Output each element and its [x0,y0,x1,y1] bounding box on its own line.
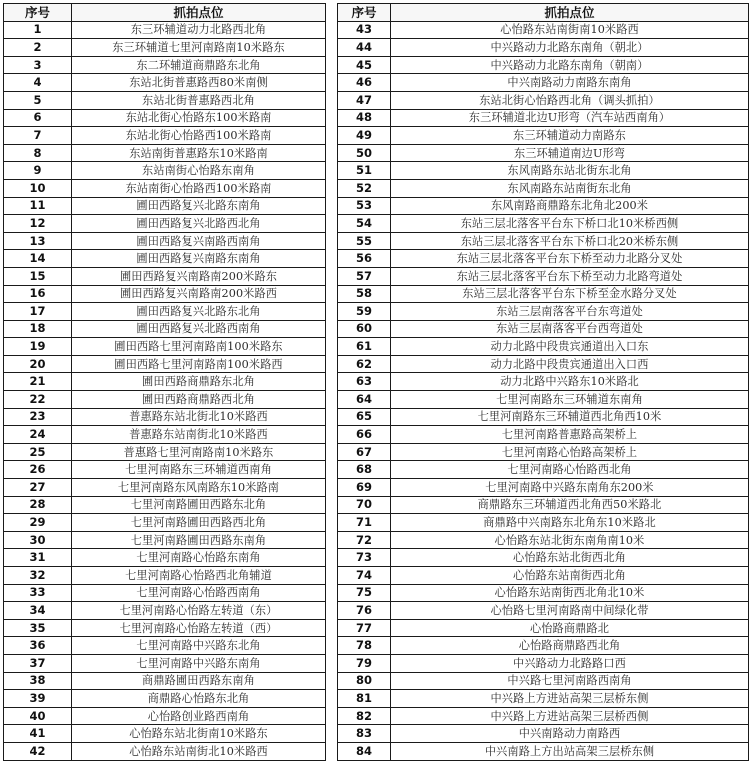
table-row [338,232,749,250]
capture-point-cell: 圃田西路复兴南路东南角 [72,250,326,268]
serial-number-cell: 49 [338,127,391,145]
capture-point-cell: 中兴路上方进站高架三层桥东侧 [391,690,749,708]
table-row [4,567,326,585]
capture-point-cell: 东站三层北落客平台东下桥至动力北路分叉处 [391,250,749,268]
capture-point-cell: 七里河南路圃田西路西北角 [72,514,326,532]
table-row [338,338,749,356]
table-row [338,91,749,109]
capture-point-cell: 圃田西路复兴南路西南角 [72,232,326,250]
capture-point-cell: 中兴路动力北路路口西 [391,654,749,672]
table-row [338,303,749,321]
serial-number-cell: 33 [4,584,72,602]
table-row [4,531,326,549]
capture-point-cell: 东风南路商鼎路东北角北200米 [391,197,749,215]
serial-number-cell: 69 [338,479,391,497]
capture-point-cell: 东站三层北落客平台东下桥口北20米桥东侧 [391,232,749,250]
location-table-right [337,3,749,761]
capture-point-cell: 七里河南路中兴路东南角 [72,654,326,672]
serial-number-cell: 50 [338,144,391,162]
serial-number-cell: 19 [4,338,72,356]
serial-number-cell: 84 [338,742,391,760]
capture-point-cell: 圃田西路复兴南路南200米路西 [72,285,326,303]
table-row [4,373,326,391]
serial-number-cell: 70 [338,496,391,514]
table-row [4,514,326,532]
table-row [4,56,326,74]
table-row [4,303,326,321]
capture-point-cell: 东站南街心怡路东南角 [72,162,326,180]
serial-number-cell: 6 [4,109,72,127]
serial-number-cell: 5 [4,91,72,109]
capture-point-cell: 中兴路动力北路东南角（朝南） [391,56,749,74]
capture-point-cell: 动力北路中段贵宾通道出入口西 [391,355,749,373]
capture-point-cell: 普惠路七里河南路南10米路东 [72,443,326,461]
serial-number-cell: 63 [338,373,391,391]
table-row [4,637,326,655]
capture-point-cell: 东三环辅道动力南路东 [391,127,749,145]
serial-number-cell: 52 [338,179,391,197]
table-row [4,39,326,57]
table-row [338,127,749,145]
capture-point-cell: 圃田西路商鼎路西北角 [72,391,326,409]
table-row [338,742,749,760]
capture-point-cell: 心怡路东站北街东南角南10米 [391,531,749,549]
table-row [338,250,749,268]
table-row [4,215,326,233]
table-row [338,320,749,338]
table-row [338,637,749,655]
table-row [4,162,326,180]
table-row [338,285,749,303]
header-row [4,4,326,22]
serial-number-cell: 36 [4,637,72,655]
table-row [4,742,326,760]
table-row [4,654,326,672]
serial-number-cell: 79 [338,654,391,672]
serial-number-cell: 38 [4,672,72,690]
table-row [338,707,749,725]
capture-point-cell: 动力北路中兴路东10米路北 [391,373,749,391]
table-row [4,602,326,620]
capture-point-cell: 七里河南路中兴路东南角东200米 [391,479,749,497]
capture-point-cell: 七里河南路东风南路东10米路南 [72,479,326,497]
table-row [338,584,749,602]
table-row [338,461,749,479]
table-row [4,144,326,162]
serial-number-cell: 80 [338,672,391,690]
table-row [4,338,326,356]
serial-number-cell: 66 [338,426,391,444]
capture-point-cell: 东站三层南落客平台东弯道处 [391,303,749,321]
serial-number-cell: 61 [338,338,391,356]
serial-number-cell: 62 [338,355,391,373]
table-body-right [338,21,749,760]
capture-point-cell: 心怡路东站南街西北角北10米 [391,584,749,602]
serial-number-cell: 82 [338,707,391,725]
table-row [338,496,749,514]
capture-point-cell: 七里河南路东三环辅道西北角西10米 [391,408,749,426]
capture-point-cell: 圃田西路七里河南路南100米路东 [72,338,326,356]
capture-point-cell: 七里河南路圃田西路东北角 [72,496,326,514]
serial-number-cell: 13 [4,232,72,250]
serial-number-cell: 59 [338,303,391,321]
capture-point-cell: 七里河南路心怡路西北角 [391,461,749,479]
serial-number-cell: 43 [338,21,391,39]
serial-number-cell: 65 [338,408,391,426]
table-row [4,320,326,338]
capture-point-cell: 七里河南路心怡路左转道（东） [72,602,326,620]
table-row [4,549,326,567]
serial-number-cell: 67 [338,443,391,461]
header-row [338,4,749,22]
table-row [338,109,749,127]
table-row [4,127,326,145]
table-row [338,514,749,532]
serial-number-cell: 48 [338,109,391,127]
capture-point-cell: 圃田西路复兴北路西南角 [72,320,326,338]
table-row [338,690,749,708]
serial-number-cell: 60 [338,320,391,338]
capture-point-cell: 东三环辅道七里河南路南10米路东 [72,39,326,57]
serial-number-cell: 34 [4,602,72,620]
table-row [338,162,749,180]
serial-number-cell: 16 [4,285,72,303]
serial-number-cell: 40 [4,707,72,725]
table-row [4,197,326,215]
capture-point-cell: 东二环辅道商鼎路东北角 [72,56,326,74]
capture-point-cell: 圃田西路复兴南路南200米路东 [72,267,326,285]
serial-number-cell: 56 [338,250,391,268]
table-row [4,355,326,373]
table-row [4,285,326,303]
capture-point-cell: 东站南街普惠路东10米路南 [72,144,326,162]
serial-number-cell: 44 [338,39,391,57]
serial-number-cell: 81 [338,690,391,708]
capture-point-cell: 东站南街心怡路西100米路南 [72,179,326,197]
capture-point-cell: 中兴南路动力南路东南角 [391,74,749,92]
capture-point-cell: 心怡路东站北街西北角 [391,549,749,567]
capture-point-cell: 中兴南路上方出站高架三层桥东侧 [391,742,749,760]
capture-point-cell: 东站北街心怡路东100米路南 [72,109,326,127]
table-row [4,74,326,92]
table-row [4,267,326,285]
table-row [4,426,326,444]
capture-point-cell: 七里河南路普惠路高架桥上 [391,426,749,444]
serial-number-cell: 41 [4,725,72,743]
serial-number-cell: 78 [338,637,391,655]
table-row [338,39,749,57]
capture-point-cell: 东站三层北落客平台东下桥至金水路分叉处 [391,285,749,303]
capture-point-cell: 心怡路东站南街南10米路西 [391,21,749,39]
capture-point-cell: 心怡路东站北街南10米路东 [72,725,326,743]
serial-number-cell: 14 [4,250,72,268]
serial-number-cell: 9 [4,162,72,180]
serial-number-cell: 37 [4,654,72,672]
serial-number-cell: 47 [338,91,391,109]
table-row [4,179,326,197]
serial-number-cell: 74 [338,567,391,585]
capture-point-cell: 普惠路东站北街北10米路西 [72,408,326,426]
table-row [4,707,326,725]
capture-point-cell: 东站北街心怡路西北角（调头抓拍） [391,91,749,109]
capture-point-cell: 心怡路商鼎路北 [391,619,749,637]
table-row [338,391,749,409]
table-row [338,549,749,567]
serial-number-cell: 23 [4,408,72,426]
serial-number-cell: 24 [4,426,72,444]
header-serial-number: 序号 [4,4,72,22]
capture-point-cell: 圃田西路复兴北路东南角 [72,197,326,215]
capture-point-cell: 七里河南路圃田西路东南角 [72,531,326,549]
serial-number-cell: 35 [4,619,72,637]
capture-point-cell: 心怡路东站南街西北角 [391,567,749,585]
serial-number-cell: 25 [4,443,72,461]
serial-number-cell: 11 [4,197,72,215]
serial-number-cell: 27 [4,479,72,497]
table-row [4,391,326,409]
capture-point-cell: 东三环辅道南边U形弯 [391,144,749,162]
table-row [4,672,326,690]
serial-number-cell: 73 [338,549,391,567]
location-table-left [3,3,326,761]
table-row [4,461,326,479]
table-row [338,355,749,373]
serial-number-cell: 21 [4,373,72,391]
serial-number-cell: 77 [338,619,391,637]
serial-number-cell: 2 [4,39,72,57]
capture-point-cell: 七里河南路心怡路高架桥上 [391,443,749,461]
table-row [4,496,326,514]
table-row [4,21,326,39]
serial-number-cell: 22 [4,391,72,409]
serial-number-cell: 54 [338,215,391,233]
table-row [338,567,749,585]
header-capture-point: 抓拍点位 [391,4,749,22]
capture-point-cell: 七里河南路东三环辅道西南角 [72,461,326,479]
capture-point-cell: 东站三层北落客平台东下桥至动力北路弯道处 [391,267,749,285]
capture-point-cell: 圃田西路复兴北路西北角 [72,215,326,233]
capture-point-cell: 商鼎路东三环辅道西北角西50米路北 [391,496,749,514]
table-row [338,619,749,637]
serial-number-cell: 1 [4,21,72,39]
serial-number-cell: 32 [4,567,72,585]
table-row [4,232,326,250]
table-row [338,21,749,39]
table-row [338,426,749,444]
serial-number-cell: 64 [338,391,391,409]
capture-point-cell: 商鼎路中兴南路东北角东10米路北 [391,514,749,532]
serial-number-cell: 29 [4,514,72,532]
capture-point-cell: 东风南路东站南街东北角 [391,179,749,197]
table-row [4,584,326,602]
serial-number-cell: 20 [4,355,72,373]
serial-number-cell: 83 [338,725,391,743]
serial-number-cell: 71 [338,514,391,532]
serial-number-cell: 75 [338,584,391,602]
capture-point-cell: 中兴路上方进站高架三层桥西侧 [391,707,749,725]
capture-point-cell: 七里河南路中兴路东北角 [72,637,326,655]
table-row [338,74,749,92]
serial-number-cell: 26 [4,461,72,479]
table-row [4,443,326,461]
serial-number-cell: 45 [338,56,391,74]
serial-number-cell: 3 [4,56,72,74]
table-row [4,619,326,637]
serial-number-cell: 46 [338,74,391,92]
header-serial-number: 序号 [338,4,391,22]
capture-point-cell: 东三环辅道动力北路西北角 [72,21,326,39]
serial-number-cell: 8 [4,144,72,162]
serial-number-cell: 76 [338,602,391,620]
serial-number-cell: 7 [4,127,72,145]
serial-number-cell: 30 [4,531,72,549]
serial-number-cell: 15 [4,267,72,285]
capture-point-cell: 七里河南路心怡路西北角辅道 [72,567,326,585]
serial-number-cell: 55 [338,232,391,250]
table-row [338,197,749,215]
capture-point-cell: 圃田西路商鼎路东北角 [72,373,326,391]
table-row [4,91,326,109]
table-row [338,179,749,197]
table-row [338,443,749,461]
capture-point-cell: 普惠路东站南街北10米路西 [72,426,326,444]
serial-number-cell: 39 [4,690,72,708]
serial-number-cell: 18 [4,320,72,338]
capture-point-cell: 商鼎路圃田西路东南角 [72,672,326,690]
capture-point-cell: 东三环辅道北边U形弯（汽车站西南角） [391,109,749,127]
serial-number-cell: 58 [338,285,391,303]
table-row [338,373,749,391]
capture-point-cell: 七里河南路心怡路东南角 [72,549,326,567]
capture-point-cell: 东站北街普惠路西80米南侧 [72,74,326,92]
serial-number-cell: 17 [4,303,72,321]
serial-number-cell: 57 [338,267,391,285]
capture-point-cell: 中兴路动力北路东南角（朝北） [391,39,749,57]
capture-point-cell: 东站北街普惠路西北角 [72,91,326,109]
capture-point-cell: 中兴南路动力南路西 [391,725,749,743]
capture-point-cell: 心怡路七里河南路南中间绿化带 [391,602,749,620]
capture-point-cell: 东风南路东站北街东北角 [391,162,749,180]
serial-number-cell: 28 [4,496,72,514]
table-row [338,531,749,549]
capture-point-cell: 中兴路七里河南路西南角 [391,672,749,690]
table-row [338,267,749,285]
table-row [338,654,749,672]
serial-number-cell: 72 [338,531,391,549]
serial-number-cell: 51 [338,162,391,180]
capture-point-cell: 心怡路商鼎路西北角 [391,637,749,655]
table-row [4,109,326,127]
table-body-left [4,21,326,760]
header-capture-point: 抓拍点位 [72,4,326,22]
serial-number-cell: 4 [4,74,72,92]
capture-point-cell: 圃田西路复兴北路东北角 [72,303,326,321]
capture-point-cell: 东站北街心怡路西100米路南 [72,127,326,145]
capture-point-cell: 东站三层北落客平台东下桥口北10米桥西侧 [391,215,749,233]
serial-number-cell: 53 [338,197,391,215]
capture-point-cell: 心怡路创业路西南角 [72,707,326,725]
serial-number-cell: 10 [4,179,72,197]
serial-number-cell: 68 [338,461,391,479]
capture-point-cell: 动力北路中段贵宾通道出入口东 [391,338,749,356]
table-row [4,479,326,497]
table-row [4,690,326,708]
capture-point-cell: 东站三层南落客平台西弯道处 [391,320,749,338]
table-row [338,602,749,620]
table-row [338,215,749,233]
table-row [4,408,326,426]
table-row [338,408,749,426]
capture-point-cell: 心怡路东站南街北10米路西 [72,742,326,760]
table-row [338,56,749,74]
serial-number-cell: 31 [4,549,72,567]
serial-number-cell: 42 [4,742,72,760]
serial-number-cell: 12 [4,215,72,233]
table-row [338,144,749,162]
table-row [338,672,749,690]
table-row [4,250,326,268]
capture-point-cell: 圃田西路七里河南路南100米路西 [72,355,326,373]
capture-point-cell: 商鼎路心怡路东北角 [72,690,326,708]
capture-point-cell: 七里河南路心怡路西南角 [72,584,326,602]
capture-point-cell: 七里河南路心怡路左转道（西） [72,619,326,637]
table-row [338,479,749,497]
capture-point-cell: 七里河南路东三环辅道东南角 [391,391,749,409]
location-table-container [3,3,749,761]
